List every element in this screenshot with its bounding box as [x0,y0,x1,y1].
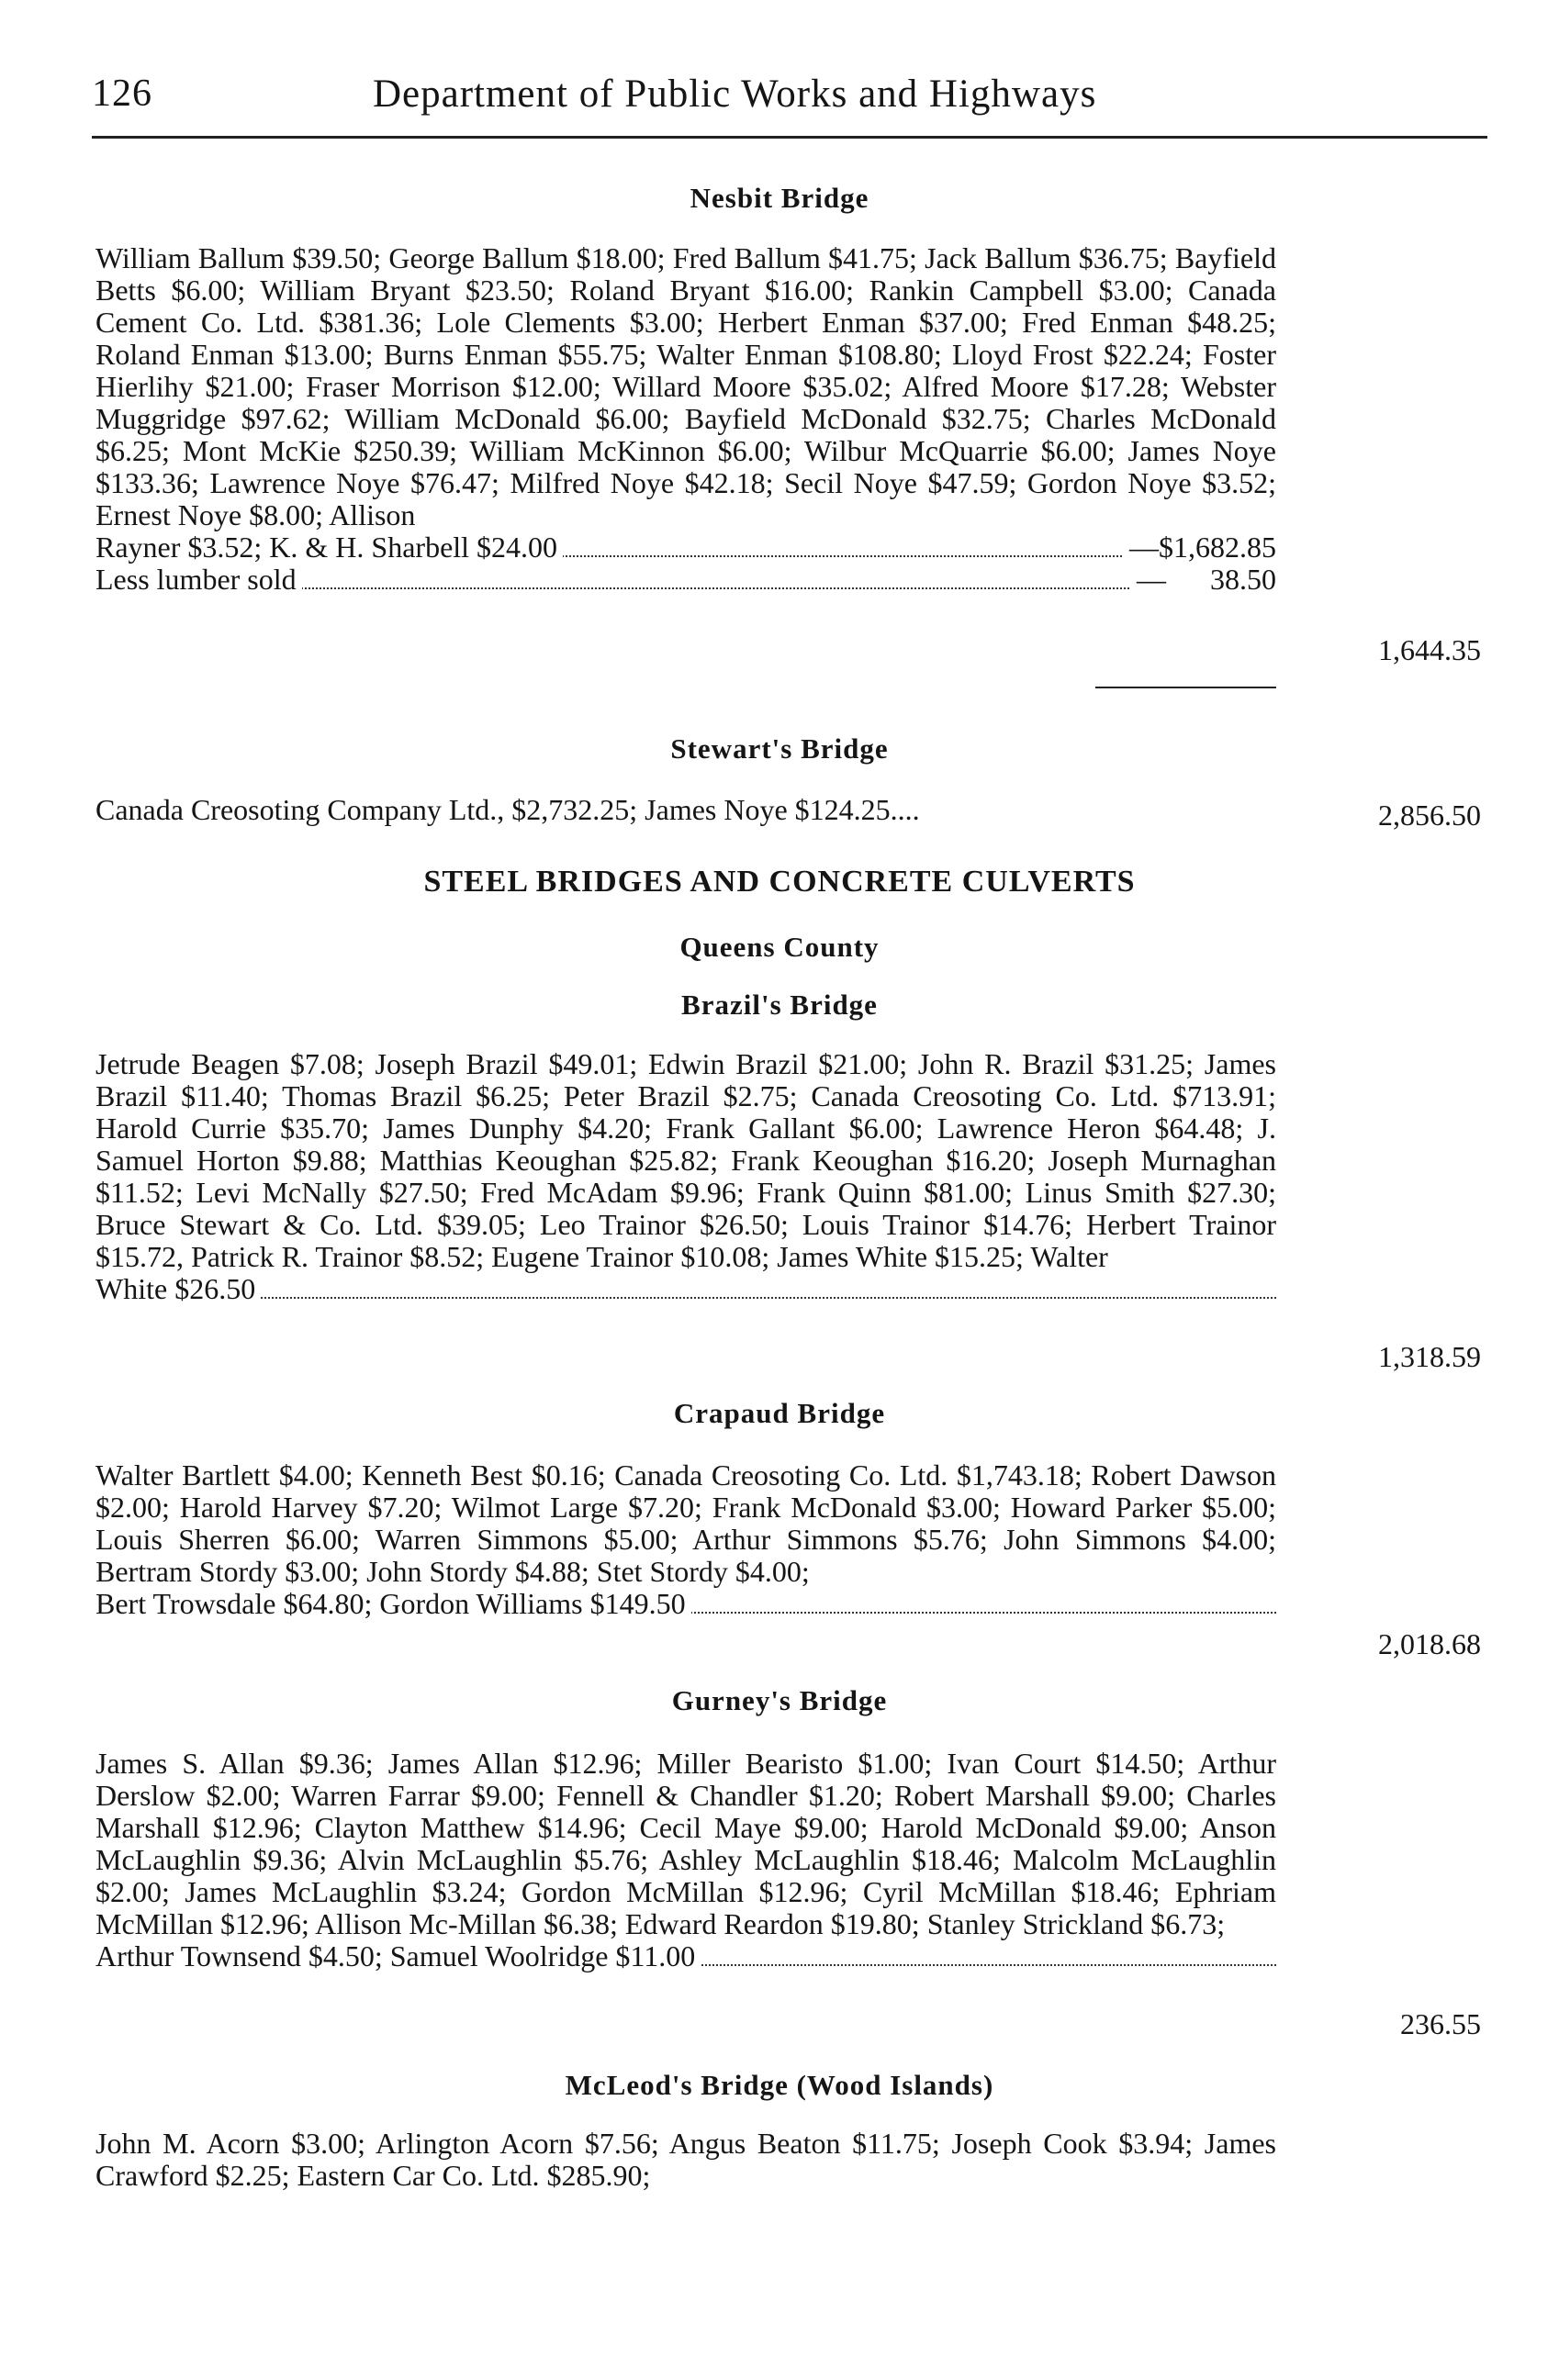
brazil-heading: Brazil's Bridge [681,989,878,1021]
gurney-amount: 236.55 [1400,2007,1481,2040]
section-title: STEEL BRIDGES AND CONCRETE CULVERTS [423,865,1136,899]
brazil-last-line: White $26.50 [95,1273,261,1305]
nesbit-heading: Nesbit Bridge [690,182,869,214]
stewart-entry [95,794,1276,826]
nesbit-subtotal-rule [1095,687,1276,688]
crapaud-amount: 2,018.68 [1378,1627,1481,1660]
page-number: 126 [92,73,152,115]
stewart-text: Canada Creosoting Company Ltd., $2,732.25; James Noye $124.25.... [95,794,925,826]
less-lumber-line [95,564,1276,596]
mcleod-heading: McLeod's Bridge (Wood Islands) [565,2069,994,2101]
crapaud-last-line: Bert Trowsdale $64.80; Gordon Williams $149.50 [95,1588,691,1620]
stewart-amount: 2,856.50 [1378,799,1481,832]
nesbit-subtotal-line [95,531,1276,564]
crapaud-text: Walter Bartlett $4.00; Kenneth Best $0.16; Canada Creosoting Co. Ltd. $1,743.18; Robert Dawson $2.00; Harold Harvey $7.20; Wilmot Large $7.20; Frank McDonald $3.00; Howard Parker $5.00; Louis Sherren $6.00; Warren Simmons $5.00; Arthur Simmons $5.76; John Simmons $4.00; Bertram Stordy $3.00; John Stordy $4.88; Stet Stordy $4.00; [95,1458,1276,1588]
nesbit-subtotal: —$1,682.85 [1124,531,1276,564]
mcleod-text: John M. Acorn $3.00; Arlington Acorn $7.56; Angus Beaton $11.75; Joseph Cook $3.94; James Crawford $2.25; Eastern Car Co. Ltd. $285.90; [95,2127,1276,2192]
nesbit-text: William Ballum $39.50; George Ballum $18.00; Fred Ballum $41.75; Jack Ballum $36.75; Bayfield Betts $6.00; William Bryant $23.50; Roland Bryant $16.00; Rankin Campbell $3.00; Canada Cement Co. Ltd. $381.36; Lole Clements $3.00; Herbert Enman $37.00; Fred Enman $48.25; Roland Enman $13.00; Burns Enman $55.75; Walter Enman $108.80; Lloyd Frost $22.24; Foster Hierlihy $21.00; Fraser Morrison $12.00; Willard Moore $35.02; Alfred Moore $17.28; Webster Muggridge $97.62; William McDonald $6.00; Bayfield McDonald $32.75; Charles McDonald $6.25; Mont McKie $250.39; William McKinnon $6.00; Wilbur McQuarrie $6.00; James Noye $133.36; Lawrence Noye $76.47; Milfred Noye $42.18; Secil Noye $47.59; Gordon Noye $3.52; Ernest Noye $8.00; Allison [95,241,1276,531]
less-lumber-value: — 38.50 [1131,564,1276,596]
brazil-amount: 1,318.59 [1378,1340,1481,1373]
crapaud-heading: Crapaud Bridge [673,1397,886,1429]
brazil-text: Jetrude Beagen $7.08; Joseph Brazil $49.01; Edwin Brazil $21.00; John R. Brazil $31.25; James Brazil $11.40; Thomas Brazil $6.25; Peter Brazil $2.75; Canada Creosoting Co. Ltd. $713.91; Harold Currie $35.70; James Dunphy $4.20; Frank Gallant $6.00; Lawrence Heron $64.48; J. Samuel Horton $9.88; Matthias Keoughan $25.82; Frank Keoughan $16.20; Joseph Murnaghan $11.52; Levi McNally $27.50; Fred McAdam $9.96; Frank Quinn $81.00; Linus Smith $27.30; Bruce Stewart & Co. Ltd. $39.05; Leo Trainor $26.50; Louis Trainor $14.76; Herbert Trainor $15.72, Patrick R. Trainor $8.52; Eugene Trainor $10.08; James White $15.25; Walter [95,1047,1276,1273]
running-title: Department of Public Works and Highways [373,73,1097,116]
page-header [92,72,1487,139]
nesbit-amount: 1,644.35 [1378,633,1481,666]
county-heading: Queens County [679,931,880,963]
gurney-entry [95,1748,1276,1972]
less-lumber-label: Less lumber sold [95,564,302,596]
gurney-text: James S. Allan $9.36; James Allan $12.96; Miller Bearisto $1.00; Ivan Court $14.50; Arthur Derslow $2.00; Warren Farrar $9.00; Fennell & Chandler $1.20; Robert Marshall $9.00; Charles Marshall $12.96; Clayton Matthew $14.96; Cecil Maye $9.00; Harold McDonald $9.00; Anson McLaughlin $9.36; Alvin McLaughlin $5.76; Ashley McLaughlin $18.46; Malcolm McLaughlin $2.00; James McLaughlin $3.24; Gordon McMillan $12.96; Cyril McMillan $18.46; Ephriam McMillan $12.96; Allison Mc-Millan $6.38; Edward Reardon $19.80; Stanley Strickland $6.73; [95,1747,1276,1940]
nesbit-last-line: Rayner $3.52; K. & H. Sharbell $24.00 [95,531,563,564]
gurney-last-line: Arthur Townsend $4.50; Samuel Woolridge $11.00 [95,1940,701,1972]
stewart-heading: Stewart's Bridge [670,732,889,765]
crapaud-entry [95,1459,1276,1620]
brazil-entry [95,1048,1276,1305]
mcleod-entry [95,2128,1276,2192]
gurney-heading: Gurney's Bridge [671,1684,888,1716]
nesbit-entry [95,242,1276,596]
